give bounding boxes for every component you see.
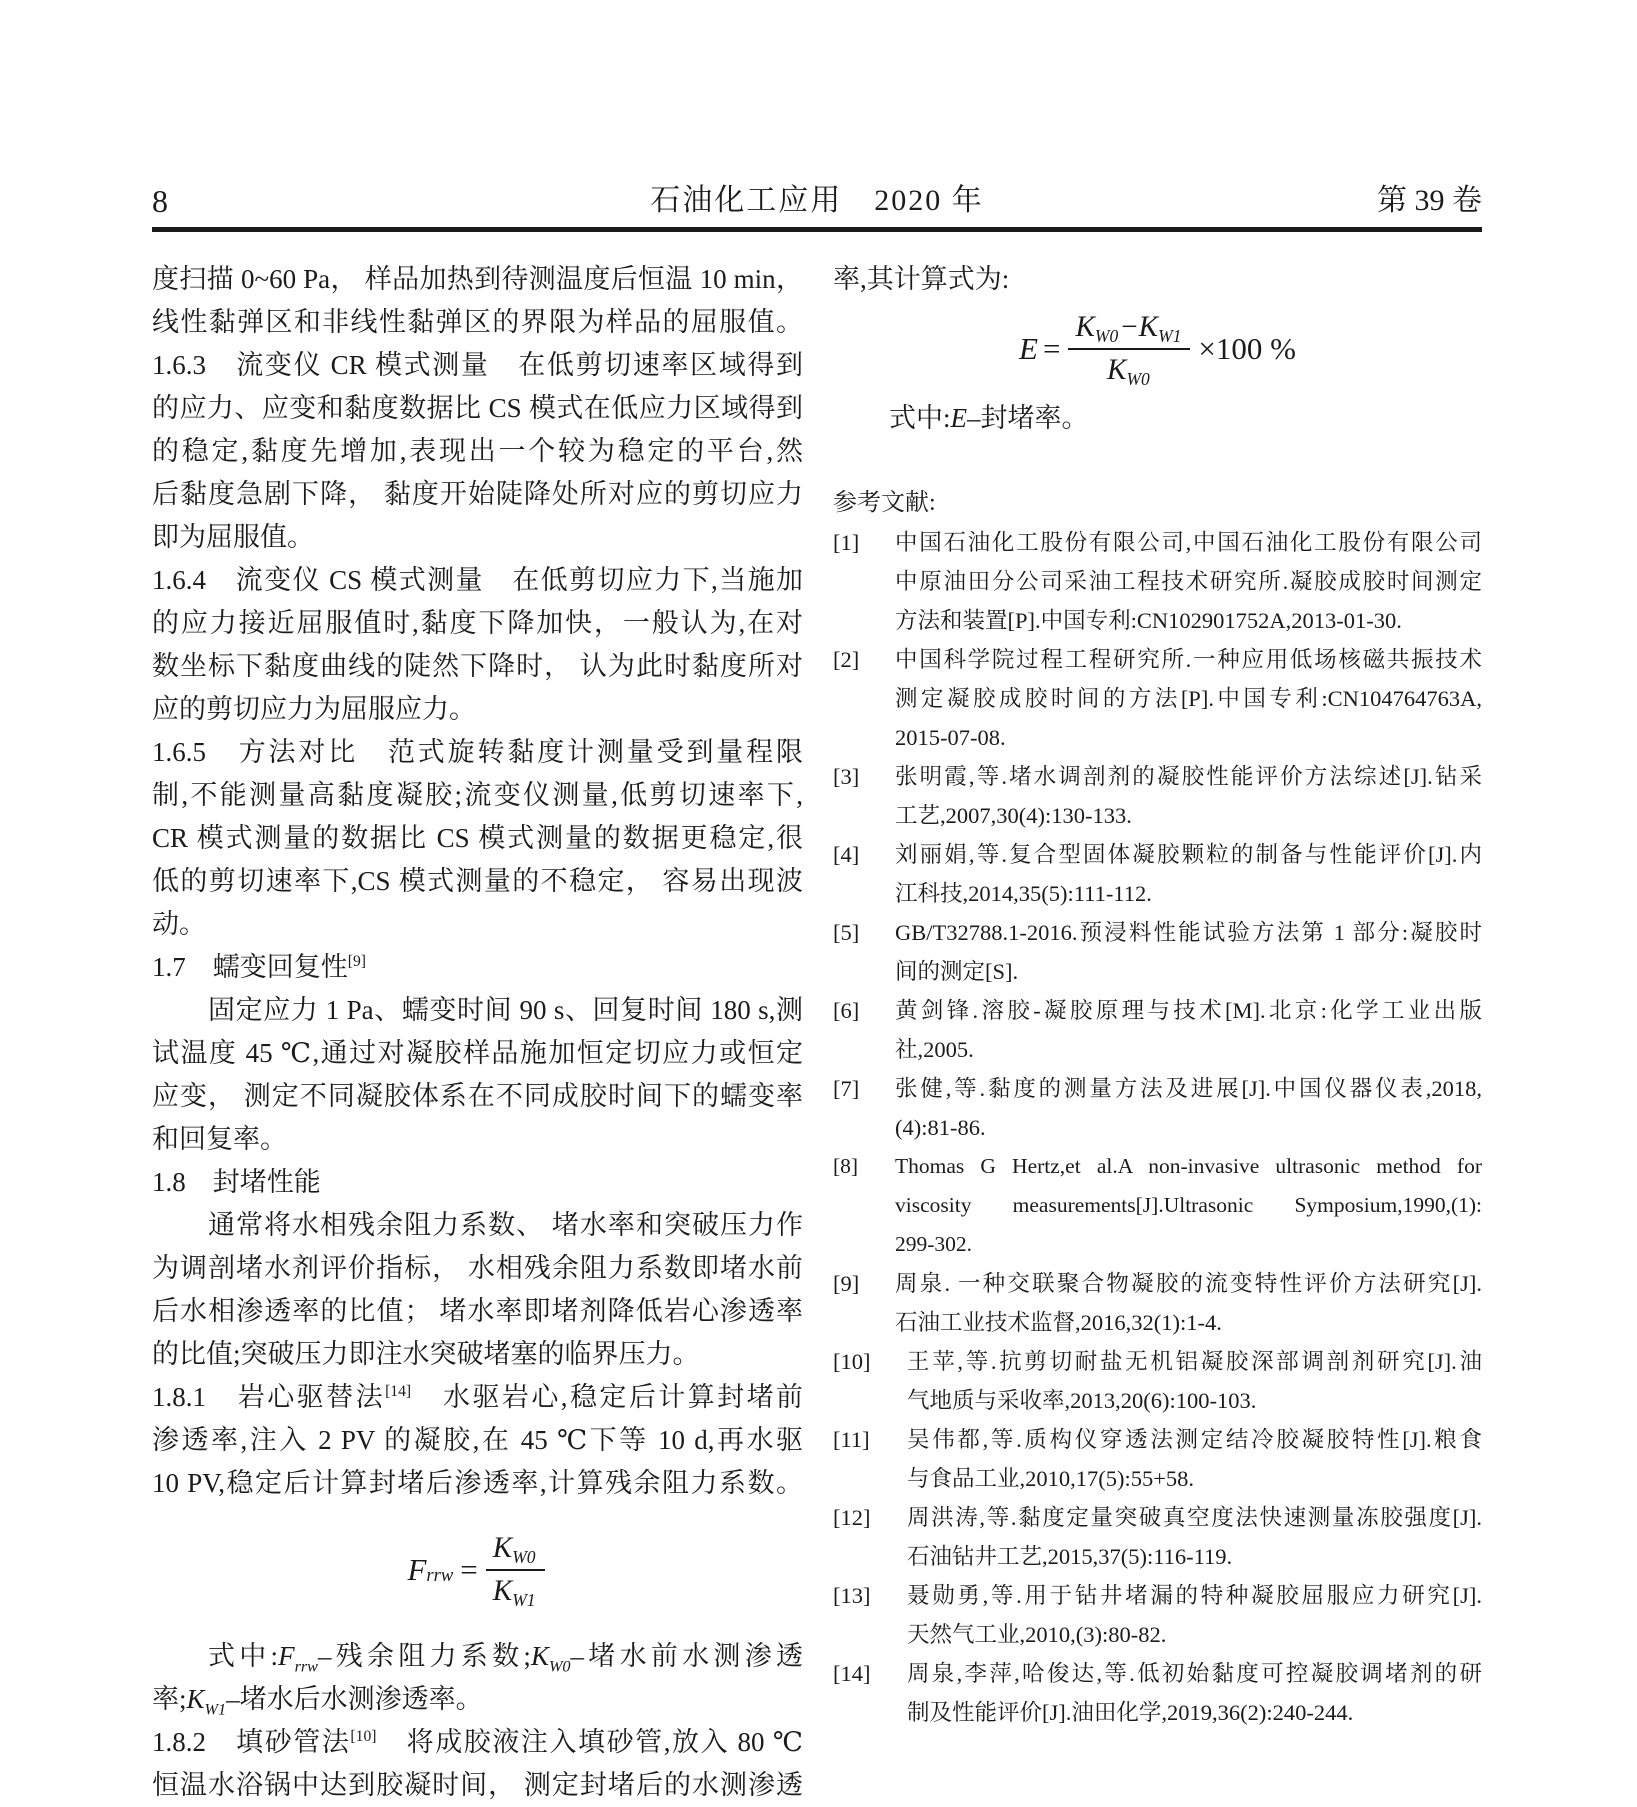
body-line: 恒温水浴锅中达到胶凝时间， 测定封堵后的水测渗透 <box>152 1770 803 1800</box>
body-line: 数坐标下黏度曲线的陡然下降时， 认为此时黏度所对 <box>152 651 803 681</box>
reference-line: 天然气工业,2010,(3):80-82. <box>907 1622 1167 1647</box>
reference-text: 王苹,等.抗剪切耐盐无机铝凝胶深部调剖剂研究[J].油 <box>907 1349 1482 1374</box>
reference-line: 2015-07-08. <box>895 725 1006 750</box>
body-line: 应的剪切应力为屈服应力。 <box>152 694 476 724</box>
formula-where-note <box>833 397 1482 440</box>
section-heading: 1.6.3 流变仪 CR 模式测量 在低剪切速率区域得到 <box>152 350 803 380</box>
minus-operator: − <box>1121 311 1138 343</box>
reference-line: 中原油田分公司采油工程技术研究所.凝胶成胶时间测定 <box>895 569 1482 594</box>
reference-line <box>833 1069 1482 1108</box>
reference-text: 刘丽娟,等.复合型固体凝胶颗粒的制备与性能评价[J].内 <box>895 842 1482 867</box>
text-segment: 式中: <box>889 403 951 433</box>
body-line: 低的剪切速率下,CS 模式测量的不稳定， 容易出现波 <box>152 866 803 896</box>
body-line: 制,不能测量高黏度凝胶;流变仪测量,低剪切速率下, <box>152 780 803 810</box>
reference-line <box>833 1654 1482 1693</box>
reference-line <box>833 835 1482 874</box>
body-line: 度扫描 0~60 Pa， 样品加热到待测温度后恒温 10 min， <box>152 264 803 294</box>
text-segment: 率; <box>152 1684 187 1714</box>
body-line: 试温度 45 ℃,通过对凝胶样品施加恒定切应力或恒定 <box>152 1038 803 1068</box>
reference-text: 吴伟都,等.质构仪穿透法测定结冷胶凝胶特性[J].粮食 <box>907 1427 1482 1452</box>
equals-sign: = <box>1042 331 1061 366</box>
body-line: 应变， 测定不同凝胶体系在不同成胶时间下的蠕变率 <box>152 1081 803 1111</box>
text-segment: –封堵率。 <box>967 403 1089 433</box>
reference-text: 黄剑锋.溶胶-凝胶原理与技术[M].北京:化学工业出版 <box>895 998 1482 1023</box>
body-line: 的比值;突破压力即注水突破堵塞的临界压力。 <box>152 1339 700 1369</box>
reference-line <box>833 1420 1482 1459</box>
reference-label: [6] <box>833 998 860 1023</box>
reference-text: 张明霞,等.堵水调剖剂的凝胶性能评价方法综述[J].钻采 <box>895 764 1482 789</box>
body-line: 固定应力 1 Pa、蠕变时间 90 s、回复时间 180 s,测 <box>208 995 803 1025</box>
body-line: 率,其计算式为: <box>833 264 1010 294</box>
reference-text: GB/T32788.1-2016.预浸料性能试验方法第 1 部分:凝胶时 <box>895 920 1482 945</box>
body-line: 渗透率,注入 2 PV 的凝胶,在 45 ℃下等 10 d,再水驱 <box>152 1425 803 1455</box>
reference-line <box>833 640 1482 679</box>
text-segment: F <box>278 1641 295 1671</box>
body-line <box>152 1678 803 1721</box>
reference-line <box>833 1147 1482 1186</box>
reference-line <box>833 757 1482 796</box>
reference-line: 测定凝胶成胶时间的方法[P].中国专利:CN104764763A, <box>895 686 1482 711</box>
body-line: 和回复率。 <box>152 1124 287 1154</box>
equals-sign: = <box>460 1552 478 1587</box>
formula-suffix: ×100 % <box>1198 331 1296 366</box>
reference-line: 方法和装置[P].中国专利:CN102901752A,2013-01-30. <box>895 608 1402 633</box>
body-line: 即为屈服值。 <box>152 522 314 552</box>
reference-label: [13] <box>833 1583 871 1608</box>
body-line: 后黏度急剧下降， 黏度开始陡降处所对应的剪切应力 <box>152 479 803 509</box>
text-segment: K <box>186 1684 205 1714</box>
reference-line <box>833 1342 1482 1381</box>
body-line: 的稳定,黏度先增加,表现出一个较为稳定的平台,然 <box>152 436 803 466</box>
reference-label: [8] <box>833 1154 859 1178</box>
reference-text: 中国石油化工股份有限公司,中国石油化工股份有限公司 <box>895 530 1482 555</box>
reference-text: 聂勋勇,等.用于钻井堵漏的特种凝胶屈服应力研究[J]. <box>907 1583 1482 1608</box>
text-segment: –堵水前水测渗透 <box>570 1641 803 1671</box>
reference-label: [11] <box>833 1427 870 1452</box>
section-heading: 1.6.4 流变仪 CS 模式测量 在低剪切应力下,当施加 <box>152 565 803 595</box>
left-column <box>152 258 803 1807</box>
reference-label: [1] <box>833 530 860 555</box>
reference-text: 周泉. 一种交联聚合物凝胶的流变特性评价方法研究[J]. <box>895 1271 1482 1296</box>
body-line: 线性黏弹区和非线性黏弹区的界限为样品的屈服值。 <box>152 307 803 337</box>
reference-line: 间的测定[S]. <box>895 959 1019 984</box>
superscript-citation: [10] <box>350 1728 377 1745</box>
formula-frrw: F $_{rrw}$ = K $_{W0}$ K $_{W1}$ <box>152 1505 803 1635</box>
reference-line: 石油工业技术监督,2016,32(1):1-4. <box>895 1310 1222 1335</box>
section-heading: 1.6.5 方法对比 范式旋转黏度计测量受到量程限 <box>152 737 803 767</box>
body-line <box>152 1635 803 1678</box>
text-segment: –残余阻力系数; <box>317 1641 531 1671</box>
reference-line: 江科技,2014,35(5):111-112. <box>895 881 1152 906</box>
reference-line: 石油钻井工艺,2015,37(5):116-119. <box>907 1544 1233 1569</box>
reference-line: 工艺,2007,30(4):130-133. <box>895 803 1132 828</box>
body-line: 通常将水相残余阻力系数、 堵水率和突破压力作 <box>208 1210 803 1240</box>
reference-label: [12] <box>833 1505 871 1530</box>
formula-e <box>833 301 1482 397</box>
body-line: CR 模式测量的数据比 CS 模式测量的数据更稳定,很 <box>152 823 803 853</box>
text-segment: E <box>950 403 968 433</box>
reference-line <box>833 1498 1482 1537</box>
formula-variable: K <box>1138 311 1159 343</box>
reference-label: [14] <box>833 1661 871 1686</box>
reference-label: [2] <box>833 647 860 672</box>
fraction: K $_{W0}$ − K $_{W1}$ K $_{W0}$ <box>1068 311 1190 387</box>
reference-label: [10] <box>833 1349 871 1374</box>
reference-text: 张健,等.黏度的测量方法及进展[J].中国仪器仪表,2018, <box>895 1076 1482 1101</box>
section-heading <box>152 946 803 989</box>
body-line: 后水相渗透率的比值； 堵水率即堵剂降低岩心渗透率 <box>152 1296 803 1326</box>
formula-variable: K <box>492 1575 513 1607</box>
formula-variable: F <box>407 1552 427 1587</box>
subscript: W0 <box>548 1657 571 1676</box>
reference-line <box>833 523 1482 562</box>
reference-label: [3] <box>833 764 860 789</box>
reference-line <box>833 913 1482 952</box>
references-title: 参考文献: <box>833 490 936 516</box>
text-segment: K <box>530 1641 549 1671</box>
text-segment: 水驱岩心,稳定后计算封堵前 <box>411 1382 804 1412</box>
reference-text: Thomas G Hertz,et al.A non-invasive ultrasonic method for <box>895 1154 1482 1178</box>
text-segment: 1.8.1 岩心驱替法 <box>152 1382 386 1412</box>
formula-variable: E <box>1019 331 1038 366</box>
superscript-citation: [14] <box>385 1383 412 1400</box>
reference-line: 299-302. <box>895 1232 973 1256</box>
body-line: 的应力、应变和黏度数据比 CS 模式在低应力区域得到 <box>152 393 803 423</box>
reference-line <box>833 1576 1482 1615</box>
spacer <box>833 440 1482 483</box>
formula-variable: K <box>1075 311 1095 343</box>
reference-text: 周洪涛,等.黏度定量突破真空度法快速测量冻胶强度[J]. <box>907 1505 1482 1530</box>
subscript: rrw <box>294 1657 318 1676</box>
reference-label: [9] <box>833 1271 860 1296</box>
reference-line: 与食品工业,2010,17(5):55+58. <box>907 1466 1195 1491</box>
fraction: K $_{W0}$ K $_{W1}$ <box>486 1532 545 1608</box>
reference-text: 周泉,李萍,哈俊达,等.低初始黏度可控凝胶调堵剂的研 <box>907 1661 1482 1686</box>
page-number: 8 <box>152 183 168 219</box>
section-heading <box>152 1721 803 1764</box>
body-line: 为调剖堵水剂评价指标， 水相残余阻力系数即堵水前 <box>152 1253 803 1283</box>
text-segment: –堵水后水测渗透率。 <box>226 1684 483 1714</box>
reference-line: 气地质与采收率,2013,20(6):100-103. <box>907 1388 1257 1413</box>
body-line: 10 PV,稳定后计算封堵后渗透率,计算残余阻力系数。 <box>152 1468 803 1498</box>
formula-variable: K <box>492 1532 513 1564</box>
reference-label: [4] <box>833 842 860 867</box>
text-segment: 式中: <box>208 1641 279 1671</box>
section-heading: 1.8 封堵性能 <box>152 1167 321 1197</box>
reference-line: viscosity measurements[J].Ultrasonic Symposium,1990,(1): <box>895 1193 1482 1217</box>
reference-text: 中国科学院过程工程研究所.一种应用低场核磁共振技术 <box>895 647 1482 672</box>
reference-label: [7] <box>833 1076 860 1101</box>
text-segment: 1.7 蠕变回复性 <box>152 952 348 982</box>
reference-line: 社,2005. <box>895 1037 974 1062</box>
reference-line: 制及性能评价[J].油田化学,2019,36(2):240-244. <box>907 1700 1354 1725</box>
reference-list <box>833 523 1482 1732</box>
header-rule <box>152 227 1482 232</box>
superscript-citation: [9] <box>347 953 367 970</box>
subscript: W1 <box>204 1700 227 1719</box>
reference-label: [5] <box>833 920 860 945</box>
formula-variable: K <box>1107 354 1127 386</box>
reference-line <box>833 1264 1482 1303</box>
body-line: 动。 <box>152 909 206 939</box>
volume-label: 第 39 卷 <box>1377 184 1482 217</box>
text-segment: 1.8.2 填砂管法 <box>152 1727 351 1757</box>
reference-line: (4):81-86. <box>895 1115 986 1140</box>
reference-line <box>833 991 1482 1030</box>
body-line: 的应力接近屈服值时,黏度下降加快，一般认为,在对 <box>152 608 803 638</box>
journal-title: 石油化工应用 2020 年 <box>650 184 984 217</box>
section-heading <box>152 1376 803 1419</box>
right-column <box>833 258 1482 1732</box>
text-segment: 将成胶液注入填砂管,放入 80 ℃ <box>376 1727 804 1757</box>
